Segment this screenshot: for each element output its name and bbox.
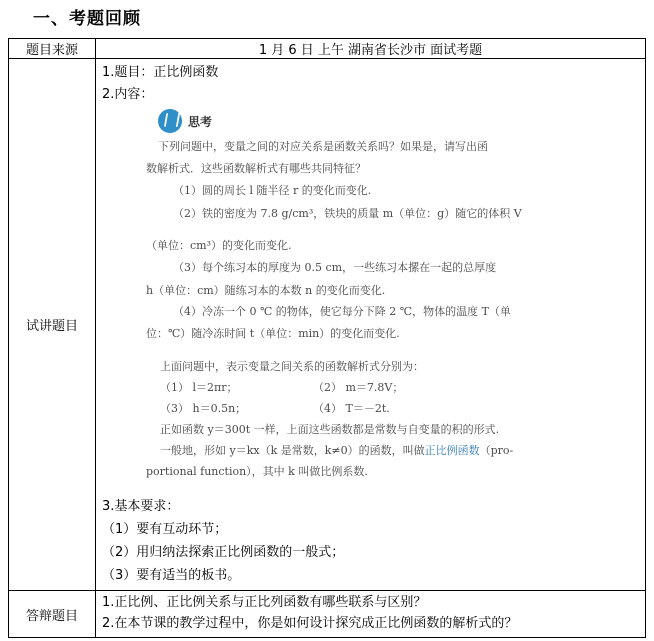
formula-2: （2） m＝7.8V；	[313, 381, 404, 394]
section-title: 一、考题回顾	[33, 9, 141, 29]
formula-4: （4） T＝－2t.	[313, 402, 390, 415]
book-line: 上面问题中，表示变量之间关系的函数解析式分别为：	[160, 360, 424, 373]
book-line: 正如函数 y＝300t 一样，上面这些函数都是常数与自变量的积的形式.	[160, 423, 500, 436]
defense-row	[9, 591, 646, 638]
requirements-title: 3.基本要求：	[102, 499, 180, 514]
formula-3: （3） h＝0.5n；	[160, 402, 247, 415]
definition-line	[160, 442, 513, 458]
term-highlight: 正比例函数	[424, 444, 480, 457]
book-line: portional function），其中 k 叫做比例系数.	[146, 465, 368, 478]
source-value: 1 月 6 日 上午 湖南省长沙市 面试考题	[96, 39, 646, 59]
book-line: h（单位：cm）随练习本的本数 n 的变化而变化.	[146, 284, 386, 297]
trial-row	[9, 59, 646, 591]
book-line: （单位：cm³）的变化而变化.	[146, 239, 292, 252]
content-label: 2.内容：	[102, 87, 154, 102]
book-line: （3）每个练习本的厚度为 0.5 cm，一些练习本摞在一起的总厚度	[173, 261, 497, 274]
think-label: 思考	[188, 115, 213, 129]
defense-label: 答辩题目	[9, 591, 96, 638]
book-line: 数解析式．这些函数解析式有哪些共同特征？	[146, 162, 366, 175]
trial-content	[96, 59, 646, 591]
book-line: （4）冷冻一个 0 ℃ 的物体，使它每分下降 2 ℃，物体的温度 T（单	[173, 305, 511, 318]
book-line: （2）铁的密度为 7.8 g/cm³，铁块的质量 m（单位：g）随它的体积 V	[173, 207, 522, 220]
definition-english: （pro-	[479, 444, 514, 457]
formula-1: （1） l＝2πr；	[160, 381, 238, 394]
defense-question: 1.正比例、正比例关系与正比列函数有哪些联系与区别？	[102, 595, 427, 610]
source-row	[9, 39, 646, 59]
requirement-item: （3）要有适当的板书。	[102, 568, 241, 583]
defense-content	[96, 591, 646, 638]
textbook-excerpt	[146, 106, 606, 478]
book-line: 位：℃）随冷冻时间 t（单位：min）的变化而变化.	[146, 327, 400, 340]
requirement-item: （1）要有互动环节；	[102, 522, 228, 537]
source-label: 题目来源	[9, 39, 96, 59]
definition-text: 一般地，形如 y＝kx（k 是常数，k≠0）的函数，叫做	[160, 444, 425, 457]
defense-question: 2.在本节课的教学过程中，你是如何设计探究成正比例函数的解析式的？	[102, 616, 518, 631]
book-line: 下列问题中，变量之间的对应关系是函数关系吗？如果是，请写出函	[158, 140, 488, 153]
think-icon	[158, 109, 182, 133]
exam-table	[8, 38, 646, 638]
trial-label: 试讲题目	[9, 59, 96, 591]
topic-line: 1.题目：正比例函数	[102, 65, 219, 80]
requirement-item: （2）用归纳法探索正比例函数的一般式；	[102, 545, 345, 560]
book-line: （1）圆的周长 l 随半径 r 的变化而变化.	[173, 184, 372, 197]
